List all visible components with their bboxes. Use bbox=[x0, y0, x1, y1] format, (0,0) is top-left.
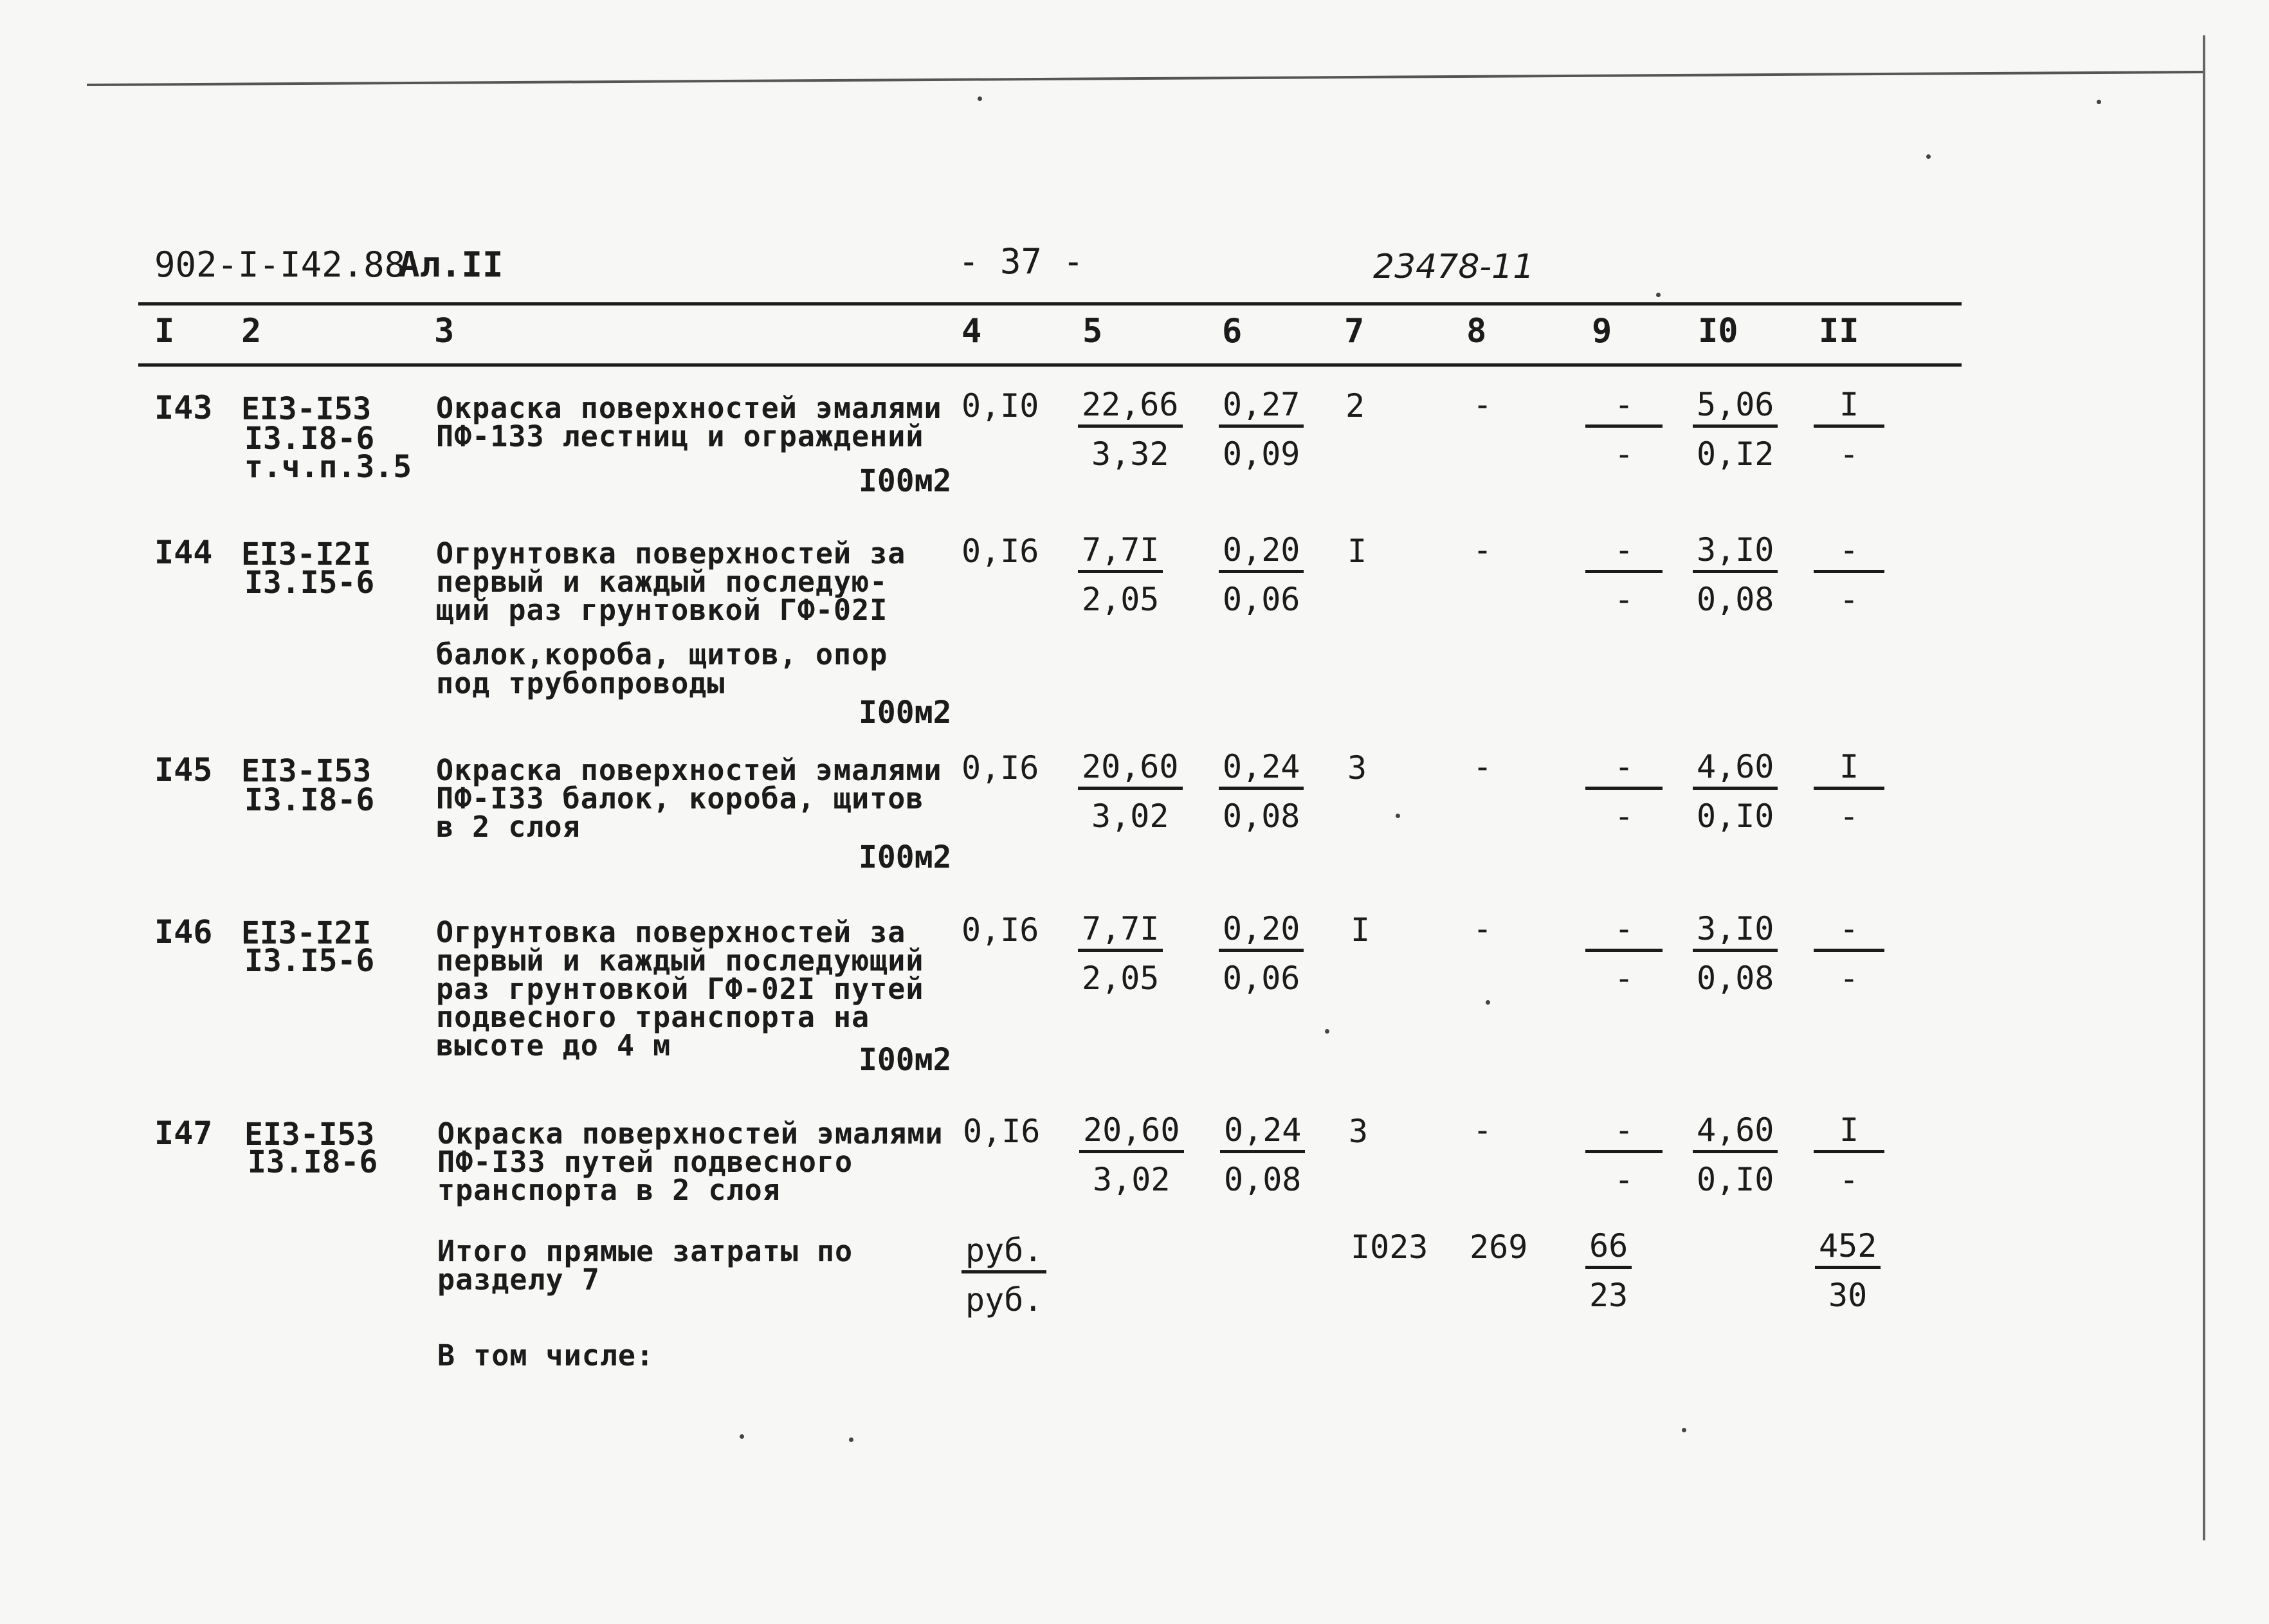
header-bottom-rule bbox=[138, 363, 1962, 367]
col10-value bbox=[1693, 748, 1778, 835]
col8-value: - bbox=[1473, 386, 1493, 423]
scan-speck bbox=[1926, 154, 1931, 159]
col6-bottom: 0,06 bbox=[1223, 960, 1300, 997]
col9-value bbox=[1585, 531, 1663, 618]
col6-top: 0,24 bbox=[1220, 1111, 1305, 1153]
col6-value bbox=[1219, 531, 1304, 618]
col10-bottom: 0,I0 bbox=[1697, 798, 1774, 835]
col11-top: I bbox=[1814, 1111, 1884, 1153]
col5-bottom: 2,05 bbox=[1082, 960, 1160, 997]
work-description: Окраска поверхностей эмалями bbox=[436, 753, 942, 787]
norm-code: т.ч.п.3.5 bbox=[244, 449, 412, 485]
col11-value bbox=[1814, 748, 1884, 835]
col11-bottom: - bbox=[1839, 435, 1859, 473]
col7-value: I bbox=[1351, 911, 1371, 949]
col6-bottom: 0,08 bbox=[1224, 1161, 1302, 1198]
scan-right-edge bbox=[2203, 35, 2205, 1540]
col10-bottom: 0,I2 bbox=[1697, 435, 1774, 473]
total-col11-top: 452 bbox=[1815, 1227, 1881, 1269]
col5-value bbox=[1078, 531, 1163, 618]
col5-value bbox=[1078, 748, 1183, 835]
col5-value bbox=[1078, 910, 1163, 997]
col11-top: I bbox=[1814, 386, 1884, 428]
col8-value: - bbox=[1473, 1111, 1493, 1149]
column-header-11: II bbox=[1819, 312, 1859, 351]
col5-top: 7,7I bbox=[1078, 910, 1163, 952]
album-number: Ал.II bbox=[399, 244, 504, 285]
scan-speck bbox=[1656, 293, 1661, 297]
row-number: I44 bbox=[154, 534, 213, 571]
column-header-8: 8 bbox=[1466, 312, 1487, 351]
col5-top: 22,66 bbox=[1078, 386, 1183, 428]
column-header-1: I bbox=[154, 312, 175, 351]
col6-top: 0,24 bbox=[1219, 748, 1304, 790]
col9-value bbox=[1585, 910, 1663, 997]
col8-value: - bbox=[1473, 531, 1493, 569]
col11-value bbox=[1814, 910, 1884, 997]
col10-value bbox=[1693, 386, 1778, 473]
work-description: подвесного транспорта на bbox=[436, 1000, 870, 1034]
work-description: под трубопроводы bbox=[436, 666, 725, 700]
col6-bottom: 0,08 bbox=[1223, 798, 1300, 835]
column-header-3: 3 bbox=[434, 312, 455, 351]
column-header-6: 6 bbox=[1222, 312, 1243, 351]
norm-code: I3.I8-6 bbox=[248, 1144, 378, 1180]
col10-top: 3,I0 bbox=[1693, 531, 1778, 573]
row-number: I45 bbox=[154, 751, 213, 789]
work-description: Огрунтовка поверхностей за bbox=[436, 915, 906, 949]
norm-code: EI3-I53 bbox=[241, 753, 372, 789]
footer-note: В том числе: bbox=[437, 1338, 655, 1373]
scan-speck bbox=[978, 96, 982, 101]
col11-value bbox=[1814, 1111, 1884, 1198]
col5-bottom: 3,02 bbox=[1091, 798, 1169, 835]
col8-value: - bbox=[1473, 910, 1493, 947]
col6-bottom: 0,09 bbox=[1223, 435, 1300, 473]
column-header-9: 9 bbox=[1592, 312, 1612, 351]
norm-code: I3.I8-6 bbox=[244, 782, 375, 818]
quantity: 0,I6 bbox=[963, 1113, 1041, 1150]
col10-top: 5,06 bbox=[1693, 386, 1778, 428]
col5-value bbox=[1079, 1111, 1184, 1198]
col5-top: 7,7I bbox=[1078, 531, 1163, 573]
scan-speck bbox=[2097, 100, 2101, 104]
col7-value: 3 bbox=[1349, 1113, 1369, 1150]
table-top-rule bbox=[138, 302, 1962, 306]
row-number: I47 bbox=[154, 1115, 213, 1152]
unit-of-measure: I00м2 bbox=[859, 463, 952, 499]
column-header-4: 4 bbox=[961, 312, 982, 351]
col10-value bbox=[1693, 531, 1778, 618]
total-label: разделу 7 bbox=[437, 1263, 600, 1297]
norm-code: I3.I8-6 bbox=[244, 421, 375, 457]
col10-top: 4,60 bbox=[1693, 1111, 1778, 1153]
col5-bottom: 2,05 bbox=[1082, 581, 1160, 618]
scan-speck bbox=[1325, 1029, 1329, 1034]
work-description: ПФ-I33 путей подвесного bbox=[437, 1145, 853, 1179]
norm-code: EI3-I53 bbox=[241, 391, 372, 427]
column-header-7: 7 bbox=[1344, 312, 1365, 351]
unit-of-measure: I00м2 bbox=[859, 695, 952, 731]
inventory-number: 23478-11 bbox=[1373, 248, 1535, 286]
norm-code: I3.I5-6 bbox=[244, 565, 375, 601]
total-col8: 269 bbox=[1470, 1228, 1528, 1266]
col10-value bbox=[1693, 1111, 1778, 1198]
col10-bottom: 0,08 bbox=[1697, 581, 1774, 618]
scan-speck bbox=[740, 1434, 744, 1439]
col9-value bbox=[1585, 1111, 1663, 1198]
column-header-2: 2 bbox=[241, 312, 262, 351]
column-header-10: I0 bbox=[1698, 312, 1738, 351]
col9-bottom: - bbox=[1614, 581, 1634, 618]
col11-bottom: - bbox=[1839, 1161, 1859, 1198]
col5-bottom: 3,02 bbox=[1093, 1161, 1171, 1198]
total-unit bbox=[961, 1232, 1046, 1318]
col11-bottom: - bbox=[1839, 798, 1859, 835]
col6-value bbox=[1219, 748, 1304, 835]
col9-top: - bbox=[1585, 910, 1663, 952]
col11-bottom: - bbox=[1839, 581, 1859, 618]
total-col11-bottom: 30 bbox=[1828, 1277, 1868, 1314]
col9-top: - bbox=[1585, 1111, 1663, 1153]
norm-code: EI3-I2I bbox=[241, 536, 372, 572]
col9-top: - bbox=[1585, 748, 1663, 790]
total-col7: I023 bbox=[1351, 1228, 1428, 1266]
work-description: ПФ-133 лестниц и ограждений bbox=[436, 419, 924, 453]
col9-bottom: - bbox=[1614, 435, 1634, 473]
work-description: высоте до 4 м bbox=[436, 1028, 671, 1063]
col10-value bbox=[1693, 910, 1778, 997]
total-col9-bottom: 23 bbox=[1589, 1277, 1628, 1314]
col6-top: 0,20 bbox=[1219, 531, 1304, 573]
norm-code: I3.I5-6 bbox=[244, 943, 375, 979]
work-description: балок,короба, щитов, опор bbox=[436, 637, 888, 671]
work-description: в 2 слоя bbox=[436, 810, 581, 844]
col9-top: - bbox=[1585, 531, 1663, 573]
total-label: Итого прямые затраты по bbox=[437, 1234, 853, 1268]
row-number: I43 bbox=[154, 389, 213, 426]
col9-bottom: - bbox=[1614, 960, 1634, 997]
col11-top: - bbox=[1814, 910, 1884, 952]
col11-bottom: - bbox=[1839, 960, 1859, 997]
col6-top: 0,20 bbox=[1219, 910, 1304, 952]
work-description: первый и каждый последую- bbox=[436, 565, 888, 599]
row-number: I46 bbox=[154, 913, 213, 951]
quantity: 0,I0 bbox=[961, 387, 1039, 424]
quantity: 0,I6 bbox=[961, 911, 1039, 949]
work-description: транспорта в 2 слоя bbox=[437, 1173, 781, 1207]
col9-value bbox=[1585, 386, 1663, 473]
scan-speck bbox=[849, 1437, 853, 1442]
work-description: первый и каждый последующий bbox=[436, 944, 924, 978]
col6-bottom: 0,06 bbox=[1223, 581, 1300, 618]
norm-code: EI3-I53 bbox=[244, 1117, 375, 1153]
col6-value bbox=[1219, 386, 1304, 473]
work-description: раз грунтовкой ГФ-02I путей bbox=[436, 972, 924, 1006]
col10-top: 3,I0 bbox=[1693, 910, 1778, 952]
scan-speck bbox=[1682, 1428, 1686, 1432]
col11-value bbox=[1814, 531, 1884, 618]
norm-code: EI3-I2I bbox=[241, 915, 372, 951]
work-description: Огрунтовка поверхностей за bbox=[436, 536, 906, 570]
col10-bottom: 0,08 bbox=[1697, 960, 1774, 997]
col6-top: 0,27 bbox=[1219, 386, 1304, 428]
col6-value bbox=[1220, 1111, 1305, 1198]
unit-of-measure: I00м2 bbox=[859, 839, 952, 875]
scan-top-edge bbox=[87, 71, 2203, 86]
col8-value: - bbox=[1473, 748, 1493, 785]
total-unit-bottom: руб. bbox=[965, 1281, 1043, 1318]
col5-bottom: 3,32 bbox=[1091, 435, 1169, 473]
col11-value bbox=[1814, 386, 1884, 473]
col6-value bbox=[1219, 910, 1304, 997]
total-col9-top: 66 bbox=[1585, 1227, 1632, 1269]
col7-value: I bbox=[1347, 533, 1367, 570]
col7-value: 3 bbox=[1347, 749, 1367, 787]
col5-value bbox=[1078, 386, 1183, 473]
col9-value bbox=[1585, 748, 1663, 835]
work-description: Окраска поверхностей эмалями bbox=[436, 391, 942, 425]
column-header-5: 5 bbox=[1082, 312, 1103, 351]
quantity: 0,I6 bbox=[961, 533, 1039, 570]
total-unit-top: руб. bbox=[961, 1232, 1046, 1273]
col9-bottom: - bbox=[1614, 798, 1634, 835]
col10-top: 4,60 bbox=[1693, 748, 1778, 790]
total-col9 bbox=[1585, 1227, 1632, 1314]
work-description: ПФ-I33 балок, короба, щитов bbox=[436, 781, 924, 816]
col5-top: 20,60 bbox=[1078, 748, 1183, 790]
work-description: щий раз грунтовкой ГФ-02I bbox=[436, 593, 888, 627]
total-col11 bbox=[1815, 1227, 1881, 1314]
col7-value: 2 bbox=[1345, 387, 1365, 424]
col11-top: I bbox=[1814, 748, 1884, 790]
col10-bottom: 0,I0 bbox=[1697, 1161, 1774, 1198]
document-code: 902-I-I42.88 bbox=[154, 244, 406, 285]
col9-top: - bbox=[1585, 386, 1663, 428]
col5-top: 20,60 bbox=[1079, 1111, 1184, 1153]
scan-speck bbox=[1486, 1000, 1490, 1005]
quantity: 0,I6 bbox=[961, 749, 1039, 787]
col11-top: - bbox=[1814, 531, 1884, 573]
scan-speck bbox=[1396, 814, 1400, 818]
unit-of-measure: I00м2 bbox=[859, 1042, 952, 1078]
col9-bottom: - bbox=[1614, 1161, 1634, 1198]
page-number: - 37 - bbox=[958, 241, 1084, 282]
work-description: Окраска поверхностей эмалями bbox=[437, 1117, 943, 1151]
